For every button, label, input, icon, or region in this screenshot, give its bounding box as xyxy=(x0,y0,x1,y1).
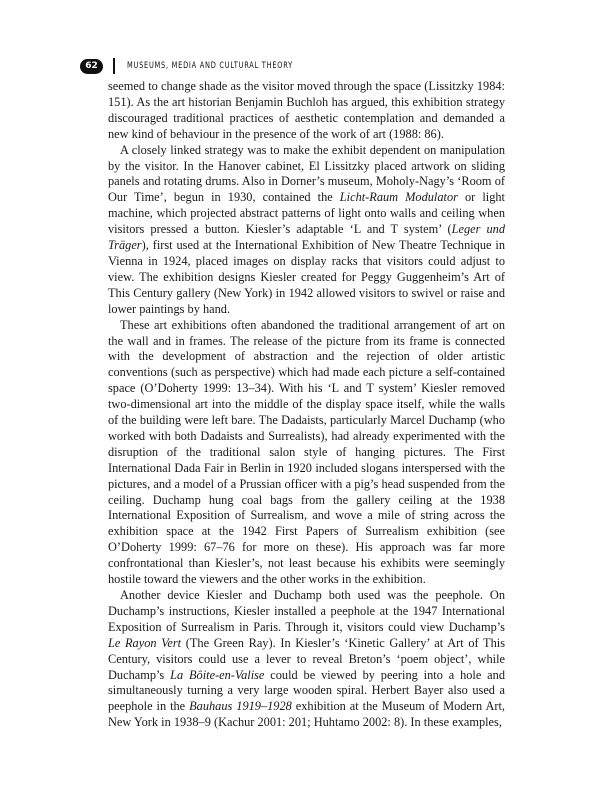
running-title: MUSEUMS, MEDIA AND CULTURAL THEORY xyxy=(127,61,293,71)
paragraph-3 xyxy=(108,318,505,588)
page-number: 62 xyxy=(80,59,103,74)
paragraph-1 xyxy=(108,79,505,143)
italic-title: Leger und Träger xyxy=(108,222,506,253)
text-run: could be viewed by peering into a hole and simultaneously turning a very large wooden spiral. Herbert Bayer also used a peephole in the xyxy=(108,667,506,714)
italic-title: Le Rayon Vert xyxy=(108,635,182,650)
italic-title: Licht-Raum Modulator xyxy=(339,190,458,205)
text-run: Another device Kiesler and Duchamp both used was the peephole. On Duchamp’s instructions, Kiesler installed a peephole at the 1947 International Exposition of Surrealism in Paris. Through it, visitors could view Duchamp’s xyxy=(108,588,505,634)
italic-title: La Bôite-en-Valise xyxy=(170,667,265,682)
body-text xyxy=(108,79,505,731)
paragraph-4 xyxy=(108,588,505,731)
text-run: seemed to change shade as the visitor moved through the space (Lissitzky 1984: 151). As the art historian Benjamin Buchloh has argued, this exhibition strategy discouraged traditional practices of aesthetic contemplation and demanded a new kind of behaviour in the presence of the work of art (1988: 86). xyxy=(108,79,505,141)
text-run: or light machine, which projected abstract patterns of light onto walls and ceiling when visitors pressed a button. Kiesler’s adaptable ‘L and T system’ ( xyxy=(108,190,505,237)
text-run: exhibition at the Museum of Modern Art, New York in 1938–9 (Kachur 2001: 201; Huhtamo 2002: 8). In these examples, xyxy=(108,699,505,730)
running-head xyxy=(80,57,329,75)
header-divider xyxy=(113,58,115,74)
text-run: These art exhibitions often abandoned the traditional arrangement of art on the wall and in frames. The release of the picture from its frame is connected with the development of abstraction and the rejection of older artistic conventions (such as perspective) which had made each picture a self-contained space (O’Doherty 1999: 13–34). With his ‘L and T system’ Kiesler removed two-dimensional art into the middle of the display space itself, while the walls of the building were left bare. The Dadaists, particularly Marcel Duchamp (who worked with both Dadaists and Surrealists), had already experimented with the disruption of the traditional salon style of hanging pictures. The First International Dada Fair in Berlin in 1920 included slogans interspersed with the pictures, and a model of a Prussian officer with a pig’s head suspended from the ceiling. Duchamp hung coal bags from the gallery ceiling at the 1938 International Exposition of Surrealism, and wove a mile of string across the exhibition space at the 1942 First Papers of Surrealism exhibition (see O’Doherty 1999: 67–76 for more on these). His approach was far more confrontational than Kiesler’s, not least because his exhibits were seemingly hostile toward the viewers and the other works in the exhibition. xyxy=(108,317,505,587)
text-run: A closely linked strategy was to make the exhibit dependent on manipulation by the visitor. In the Hanover cabinet, El Lissitzky placed artwork on sliding panels and rotating drums. Also in Dorner’s museum, Moholy-Nagy’s ‘Room of Our Time’, begun in 1930, contained the xyxy=(108,142,505,205)
italic-title: Bauhaus 1919–1928 xyxy=(189,699,292,714)
text-run: ), first used at the International Exhibition of New Theatre Technique in Vienna in 1924, placed images on display racks that visitors could adjust to view. The exhibition designs Kiesler created for Peggy Guggenheim’s Art of This Century gallery (New York) in 1942 allowed visitors to swivel or raise and lower paintings by hand. xyxy=(108,238,505,316)
text-run: (The Green Ray). In Kiesler’s ‘Kinetic Gallery’ at Art of This Century, visitors could use a lever to reveal Breton’s ‘poem object’, while Duchamp’s xyxy=(108,635,505,682)
paragraph-2 xyxy=(108,143,505,318)
